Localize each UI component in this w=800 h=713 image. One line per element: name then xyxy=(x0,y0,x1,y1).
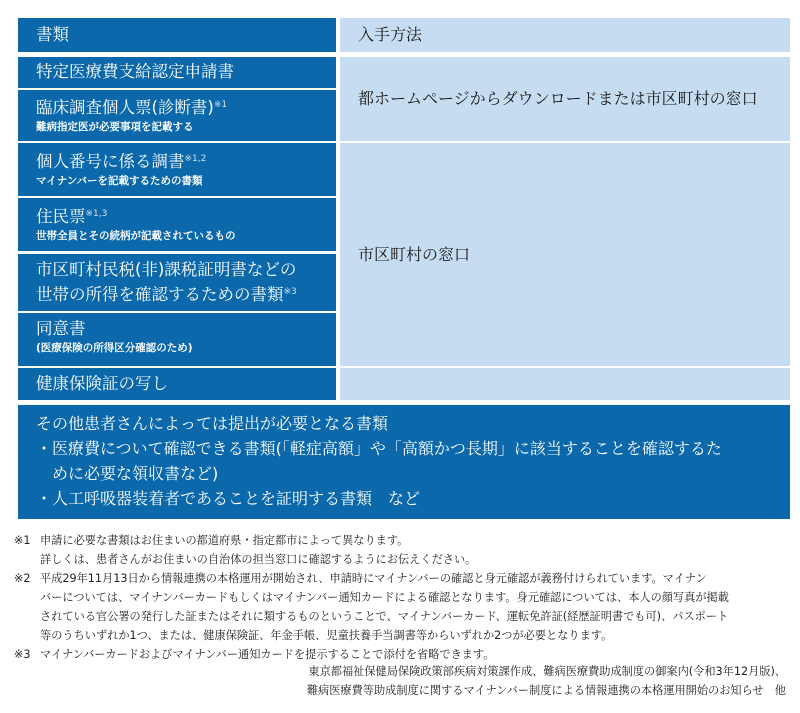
doc-title: 同意書 xyxy=(36,319,86,338)
source-line: 難病医療費等助成制度に関するマイナンバー制度による情報連携の本格運用開始のお知らせ 他 xyxy=(306,684,786,697)
method-text: 都ホームページからダウンロードまたは市区町村の窓口 xyxy=(358,89,758,108)
footnote-line: 等のうちいずれか1つ、または、健康保険証、年金手帳、児童扶養手当調書等からいずれか2つが必要となります。 xyxy=(40,629,613,642)
header-documents: 書類 xyxy=(18,18,336,52)
source-line: 東京都福祉保健局保険政策部疾病対策課作成、難病医療費助成制度の御案内(令和3年12月版)、 xyxy=(308,665,786,678)
doc-row xyxy=(18,254,336,311)
other-item: ・人工呼吸器装着者であることを証明する書類 など xyxy=(36,489,421,508)
doc-title: 個人番号に係る調書 xyxy=(36,152,185,171)
method-text: 市区町村の窓口 xyxy=(358,244,471,264)
footnote-key: ※1 xyxy=(14,534,31,547)
doc-title-2: 世帯の所得を確認するための書類 xyxy=(36,285,284,304)
method-cell xyxy=(340,57,790,141)
other-title: その他患者さんによっては提出が必要となる書類 xyxy=(36,414,389,433)
doc-title: 市区町村民税(非)課税証明書などの xyxy=(36,260,297,279)
doc-note: マイナンバーを記載するための書類 xyxy=(36,175,203,187)
method-cell xyxy=(340,143,790,366)
footnotes xyxy=(14,531,794,664)
footnote-line: 申請に必要な書類はお住まいの都道府県・指定都市によって異なります。 xyxy=(40,534,409,547)
doc-note: (医療保険の所得区分確認のため) xyxy=(36,342,193,354)
method-cell xyxy=(340,368,790,400)
doc-row xyxy=(18,313,336,366)
footnote-ref: ※1,2 xyxy=(184,154,207,164)
doc-row xyxy=(18,198,336,251)
footnote-key: ※2 xyxy=(14,572,31,585)
source-citation xyxy=(307,662,786,700)
footnote-key: ※3 xyxy=(14,648,31,661)
other-item: ・医療費について確認できる書類(「軽症高額」や「高額かつ長期」に該当することを確認するた xyxy=(36,439,722,458)
doc-title: 健康保険証の写し xyxy=(36,374,168,393)
doc-row xyxy=(18,90,336,141)
footnote xyxy=(14,531,794,569)
doc-row xyxy=(18,57,336,88)
doc-title: 住民票 xyxy=(36,207,86,226)
doc-row xyxy=(18,368,336,400)
doc-title: 特定医療費支給認定申請書 xyxy=(36,62,234,81)
doc-title: 臨床調査個人票(診断書) xyxy=(36,98,214,117)
footnote-line: バーについては、マイナンバーカードもしくはマイナンバー通知カードによる確認となります。身元確認については、本人の顔写真が掲載 xyxy=(40,591,729,604)
header-method: 入手方法 xyxy=(340,18,790,52)
footnote-line: されている官公署の発行した証またはそれに類するものということで、マイナンバーカード、運転免許証(経歴証明書でも可)、パスポート xyxy=(40,610,729,623)
footnote xyxy=(14,569,794,645)
footnote-ref: ※1,3 xyxy=(85,209,108,219)
footnote-line: 平成29年11月13日から情報連携の本格運用が開始され、申請時にマイナンバーの確認と身元確認が義務付けられています。マイナン xyxy=(40,572,707,585)
footnote-line: 詳しくは、患者さんがお住まいの自治体の担当窓口に確認するようにお伝えください。 xyxy=(40,553,477,566)
footnote-ref: ※1 xyxy=(213,100,228,110)
doc-row xyxy=(18,143,336,196)
doc-note: 世帯全員とその続柄が記載されているもの xyxy=(36,230,236,242)
footnote-line: マイナンバーカードおよびマイナンバー通知カードを提示することで添付を省略できます。 xyxy=(40,648,495,661)
other-item: めに必要な領収書など) xyxy=(36,464,219,483)
footnote-ref: ※3 xyxy=(283,287,297,297)
doc-note: 難病指定医が必要事項を記載する xyxy=(36,121,194,133)
other-documents-box xyxy=(18,405,790,519)
